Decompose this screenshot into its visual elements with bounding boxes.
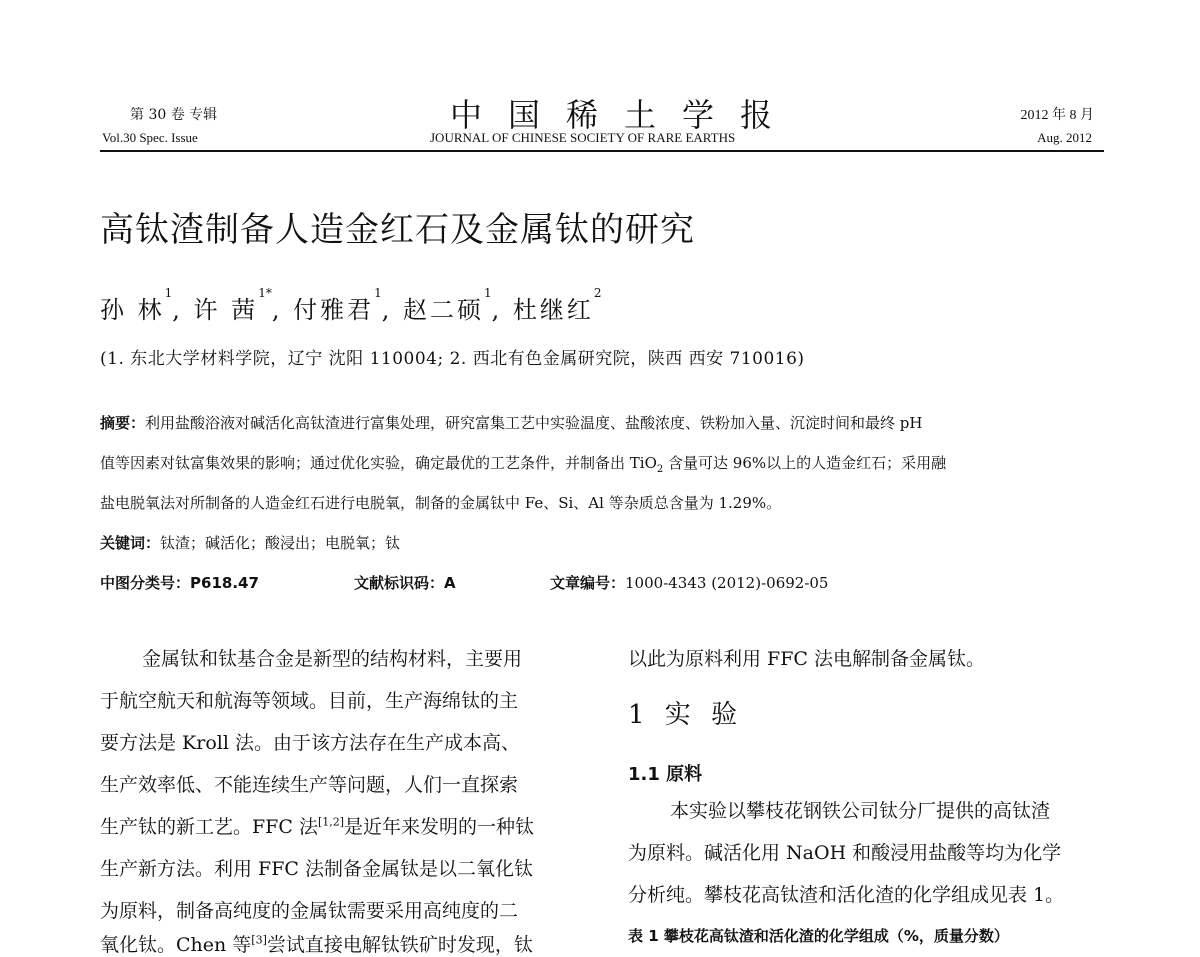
body-text: 尝试直接电解钛铁矿时发现，钛 [266,934,533,956]
body-line: 生产新方法。利用 FFC 法制备金属钛是以二氧化钛 [100,858,533,880]
abstract-text: 盐电脱氧法对所制备的人造金红石进行电脱氧，制备的金属钛中 Fe、Si、Al 等杂质总含量为 1.29%。 [100,494,782,512]
body-line: 为原料，制备高纯度的金属钛需要采用高纯度的二 [100,900,519,922]
author-mark: 2 [593,286,602,300]
doc-label: 文献标识码： [354,574,445,592]
author-name: 赵二硕 [403,296,484,324]
citation-ref: [3] [251,933,267,947]
article-value: 1000-4343 (2012)-0692-05 [625,574,829,592]
author-mark: 1* [258,286,272,300]
table-caption: 表 1 攀枝花高钛渣和活化渣的化学组成（%，质量分数） [628,927,1009,945]
article-number [550,572,828,593]
clc-code [100,572,259,593]
journal-title-cn: 中国稀土学报 [450,96,799,134]
keywords-text: 钛渣；碱活化；酸浸出；电脱氧；钛 [160,534,401,552]
abstract-line [100,412,922,433]
author-name: 付雅君 [293,296,375,324]
doc-value: A [444,574,456,592]
body-line: 生产效率低、不能连续生产等问题，人们一直探索 [100,774,519,796]
clc-label: 中图分类号： [100,574,191,592]
abstract-text: 利用盐酸浴液对碱活化高钛渣进行富集处理，研究富集工艺中实验温度、盐酸浓度、铁粉加入量、沉淀时间和最终 pH [145,414,923,432]
header-rule [100,150,1104,152]
body-line: 分析纯。攀枝花高钛渣和活化渣的化学组成见表 1。 [628,884,1065,906]
subscript: 2 [656,464,664,475]
author-mark: 1 [484,286,492,300]
classification-row [100,572,1104,594]
abstract-text: 含量可达 96%以上的人造金红石；采用融 [663,454,947,472]
body-text: 是近年来发明的一种钛 [344,816,535,838]
subsection-heading: 1.1 原料 [628,764,703,785]
doc-code [354,572,456,593]
body-line: 金属钛和钛基合金是新型的结构材料，主要用 [142,648,523,670]
body-line: 本实验以攀枝花钢铁公司钛分厂提供的高钛渣 [670,800,1051,822]
keywords-label: 关键词： [100,534,161,552]
author-mark: 1 [374,286,382,300]
abstract-text: 值等因素对钛富集效果的影响；通过优化实验，确定最优的工艺条件，并制备出 TiO [100,454,657,472]
section-heading: 1 实 验 [628,700,744,730]
abstract-label: 摘要： [100,414,146,432]
article-label: 文章编号： [550,574,626,592]
body-text: 氧化钛。Chen 等 [100,934,252,956]
body-line: 以此为原料利用 FFC 法电解制备金属钛。 [628,648,985,670]
journal-title-en: JOURNAL OF CHINESE SOCIETY OF RARE EARTHS [430,130,736,145]
body-line: 于航空航天和航海等领域。目前，生产海绵钛的主 [100,690,519,712]
body-line: 为原料。碱活化用 NaOH 和酸浸用盐酸等均为化学 [628,842,1062,864]
body-text: 生产钛的新工艺。FFC 法 [100,816,318,838]
header-date-en: Aug. 2012 [1037,130,1092,145]
citation-ref: [1,2] [317,815,345,829]
author-name: 孙 林 [100,296,165,324]
header-date-cn: 2012 年 8 月 [1020,108,1094,123]
affiliations: (1. 东北大学材料学院，辽宁 沈阳 110004; 2. 西北有色金属研究院，陕西 西安 710016) [100,349,805,369]
author-name: 杜继红 [512,296,594,324]
abstract-line [100,492,781,513]
header-volume-en: Vol.30 Spec. Issue [102,130,198,145]
author-name: 许 茜 [193,296,259,324]
body-line: 要方法是 Kroll 法。由于该方法存在生产成本高、 [100,732,520,754]
clc-value: P618.47 [190,574,259,592]
author-mark: 1 [164,286,173,300]
body-line [100,930,533,957]
author-list: 孙 林$^1$, 许 茜$^{1*}$, 付雅君$^1$, 赵二硕$^1$, 杜继红$^2$ [100,286,602,324]
body-line [100,812,534,839]
header-volume-cn: 第 30 卷 专辑 [130,107,218,123]
paper-title: 高钛渣制备人造金红石及金属钛的研究 [100,210,695,250]
abstract-line [100,452,946,475]
keywords [100,532,400,553]
